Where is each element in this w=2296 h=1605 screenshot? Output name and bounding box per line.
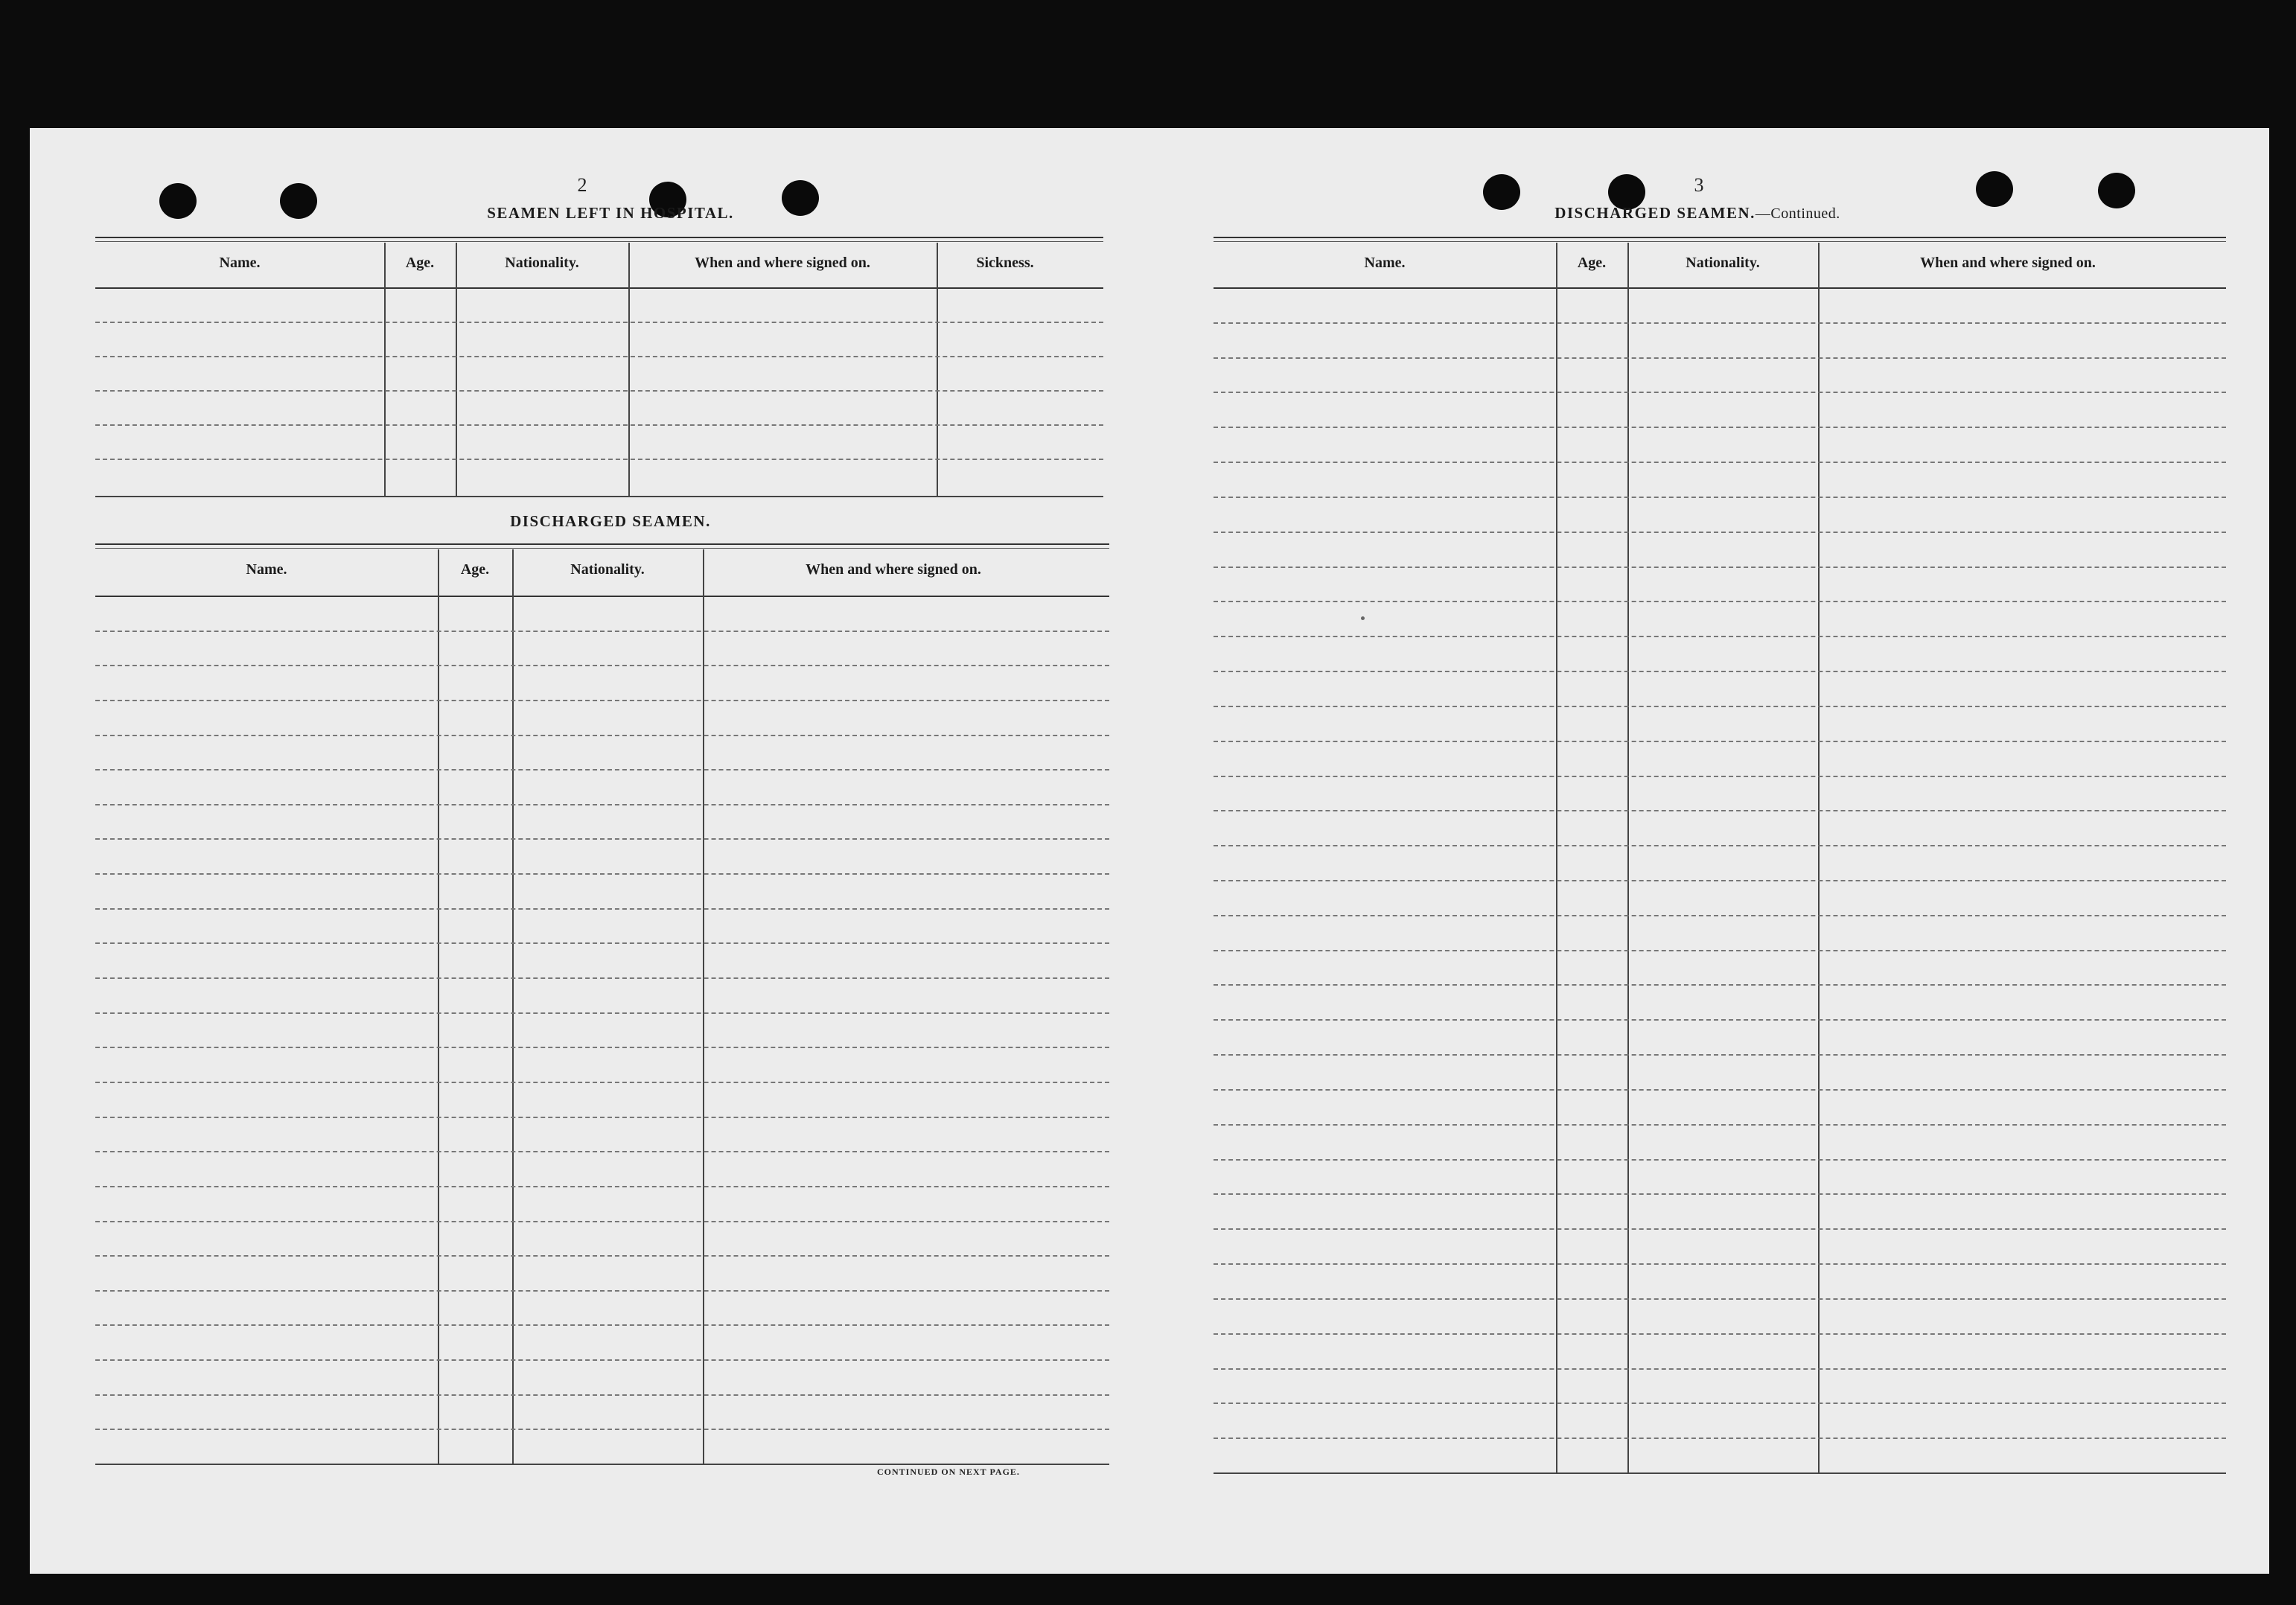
table-row xyxy=(1214,1263,2226,1265)
table-row xyxy=(1214,1089,2226,1091)
table-row xyxy=(95,838,1109,840)
table-row xyxy=(95,1012,1109,1014)
discharged-table-left xyxy=(95,543,1109,1471)
discharged-table-right xyxy=(1214,237,2226,1480)
table-row xyxy=(1214,950,2226,951)
paper-speck xyxy=(1361,616,1365,620)
table-row xyxy=(95,631,1109,632)
table-row xyxy=(95,1359,1109,1361)
discharged-continued-title-main: DISCHARGED SEAMEN. xyxy=(1554,204,1756,222)
table-row xyxy=(1214,567,2226,568)
table-row xyxy=(1214,1124,2226,1126)
table-row xyxy=(95,1255,1109,1257)
seamen-left-in-hospital-title: SEAMEN LEFT IN HOSPITAL. xyxy=(487,204,734,222)
table-row xyxy=(1214,1403,2226,1404)
table-row xyxy=(95,977,1109,979)
right-col-name: Name. xyxy=(1364,255,1406,271)
punch-hole-8 xyxy=(2098,173,2135,208)
table-row xyxy=(1214,1438,2226,1439)
discharged-seamen-title: DISCHARGED SEAMEN. xyxy=(510,512,711,530)
table-row xyxy=(1214,915,2226,916)
right-col-nationality: Nationality. xyxy=(1686,255,1760,271)
punch-hole-7 xyxy=(1976,171,2013,207)
table-row xyxy=(1214,1193,2226,1195)
left-page-number: 2 xyxy=(577,174,587,196)
table-row xyxy=(95,1290,1109,1292)
right-page-number: 3 xyxy=(1694,174,1704,196)
table-row xyxy=(1214,1019,2226,1021)
punch-hole-4 xyxy=(782,180,819,216)
table-row xyxy=(95,665,1109,666)
table-row xyxy=(1214,984,2226,986)
table-row xyxy=(95,804,1109,805)
discharged-col-name: Name. xyxy=(246,561,287,578)
table-row xyxy=(95,1082,1109,1083)
hospital-col-nationality: Nationality. xyxy=(505,255,579,271)
table-row xyxy=(1214,671,2226,672)
hospital-col-sickness: Sickness. xyxy=(976,255,1034,271)
table-row xyxy=(1214,357,2226,359)
table-row xyxy=(1214,1333,2226,1335)
right-col-signed-on: When and where signed on. xyxy=(1920,255,2096,271)
table-row xyxy=(1214,1228,2226,1230)
table-row xyxy=(1214,845,2226,846)
table-row xyxy=(1214,1298,2226,1300)
discharged-col-signed-on: When and where signed on. xyxy=(806,561,981,578)
table-row xyxy=(95,1429,1109,1430)
hospital-col-name: Name. xyxy=(219,255,261,271)
table-row xyxy=(1214,810,2226,811)
table-row xyxy=(1214,322,2226,324)
hospital-table xyxy=(95,237,1103,505)
table-row xyxy=(1214,706,2226,707)
right-col-age: Age. xyxy=(1577,255,1607,271)
table-row xyxy=(1214,497,2226,498)
table-row xyxy=(95,1186,1109,1187)
table-row xyxy=(95,1151,1109,1152)
discharged-continued-title xyxy=(1511,204,1884,223)
table-row xyxy=(95,1117,1109,1118)
hospital-col-signed-on: When and where signed on. xyxy=(695,255,870,271)
discharged-col-age: Age. xyxy=(460,561,490,578)
table-row xyxy=(95,700,1109,701)
continued-footer: CONTINUED ON NEXT PAGE. xyxy=(877,1467,1020,1477)
table-row xyxy=(95,873,1109,875)
table-row xyxy=(95,942,1109,944)
table-row xyxy=(1214,392,2226,393)
punch-hole-1 xyxy=(159,183,197,219)
punch-hole-2 xyxy=(280,183,317,219)
table-row xyxy=(95,908,1109,910)
table-row xyxy=(1214,427,2226,428)
continued-suffix: —Continued. xyxy=(1755,205,1840,222)
table-row xyxy=(1214,1368,2226,1370)
table-row xyxy=(1214,776,2226,777)
table-row xyxy=(1214,462,2226,463)
table-row xyxy=(1214,1054,2226,1056)
table-row xyxy=(95,769,1109,770)
table-row xyxy=(1214,741,2226,742)
table-row xyxy=(95,1324,1109,1326)
table-row xyxy=(1214,532,2226,533)
table-row xyxy=(1214,1159,2226,1161)
table-row xyxy=(95,1221,1109,1222)
discharged-col-nationality: Nationality. xyxy=(570,561,645,578)
table-row xyxy=(95,735,1109,736)
table-row xyxy=(95,1394,1109,1396)
table-row xyxy=(1214,601,2226,602)
table-row xyxy=(95,1047,1109,1048)
table-row xyxy=(1214,880,2226,881)
table-row xyxy=(1214,636,2226,637)
hospital-col-age: Age. xyxy=(405,255,435,271)
document-sheet xyxy=(30,128,2269,1574)
